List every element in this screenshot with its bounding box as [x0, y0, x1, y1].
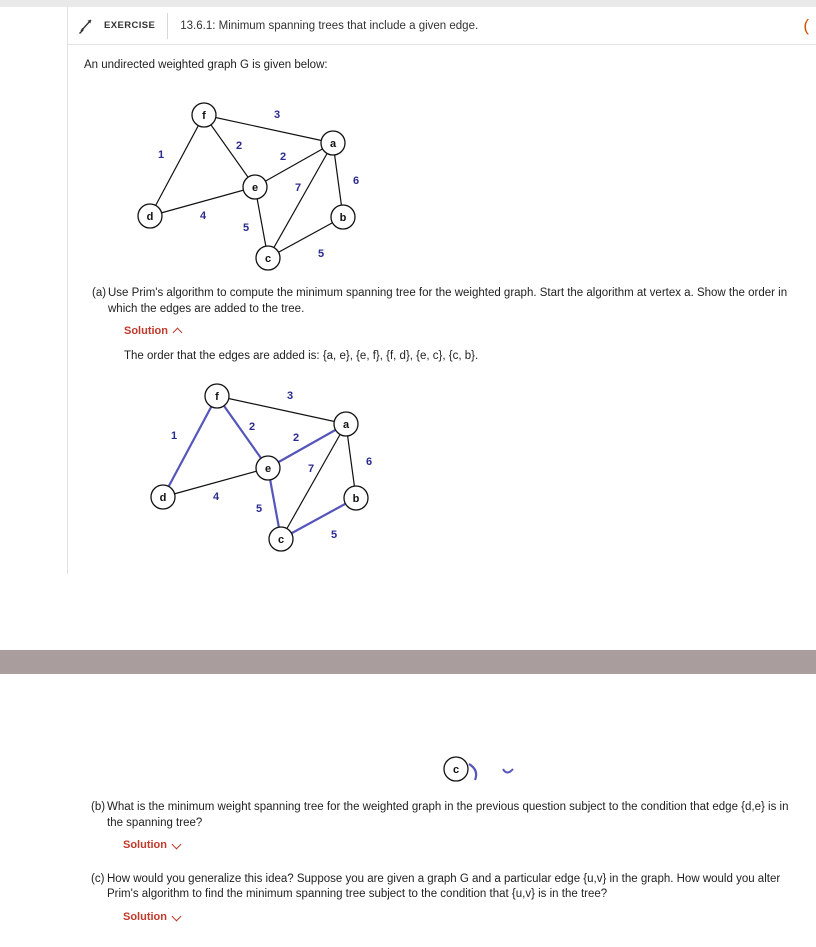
grey-separator-band [0, 650, 816, 674]
svg-text:a: a [342, 419, 350, 432]
svg-text:6: 6 [365, 456, 373, 469]
part-b-solution-label: Solution [123, 839, 167, 852]
svg-text:e: e [251, 182, 259, 194]
graph-1-container [84, 75, 797, 280]
stray-node-label: c [452, 764, 460, 776]
part-b-text: What is the minimum weight spanning tree for the weighted graph in the previous question subject to the condition that edge {d,e} is in the spanning tree? [107, 801, 789, 829]
part-c-solution-toggle[interactable] [123, 910, 182, 925]
svg-text:5: 5 [330, 529, 338, 542]
part-b-solution-toggle[interactable] [123, 838, 182, 853]
svg-text:d: d [146, 211, 154, 223]
top-strip [0, 0, 816, 7]
graph-2-container [84, 364, 797, 564]
svg-text:7: 7 [294, 182, 302, 194]
chevron-down-icon [173, 913, 182, 922]
exercise-card [67, 7, 816, 574]
svg-text:7: 7 [307, 463, 315, 476]
svg-text:5: 5 [242, 222, 250, 234]
svg-text:3: 3 [286, 390, 294, 403]
intro-text: An undirected weighted graph G is given below: [84, 59, 328, 71]
svg-text:2: 2 [248, 421, 256, 434]
svg-text:2: 2 [292, 432, 300, 445]
chevron-down-icon [173, 841, 182, 850]
part-a-solution-label: Solution [124, 325, 168, 338]
part-a-letter: (a) [92, 287, 107, 299]
svg-text:6: 6 [352, 175, 360, 187]
part-c [83, 872, 796, 926]
part-a [84, 286, 797, 364]
svg-text:c: c [277, 534, 285, 547]
undirected-weighted-graph [84, 75, 799, 275]
svg-text:1: 1 [157, 149, 165, 161]
part-a-solution-text: The order that the edges are added is: {a, e}, {e, f}, {f, d}, {e, c}, {c, b}. [124, 349, 479, 362]
header-divider [167, 13, 168, 39]
svg-text:4: 4 [212, 491, 220, 504]
svg-text:3: 3 [273, 109, 281, 121]
circle-icon[interactable]: ( [803, 15, 809, 35]
exercise-header [68, 7, 816, 45]
stray-graph-fragment [67, 674, 816, 794]
part-b-letter: (b) [91, 801, 106, 813]
chevron-up-icon [174, 327, 183, 336]
minimum-spanning-tree-graph [84, 364, 799, 559]
exercise-badge: EXERCISE [104, 20, 156, 31]
svg-text:2: 2 [279, 151, 287, 163]
svg-text:5: 5 [255, 503, 263, 516]
stray-node-fragment [67, 674, 816, 794]
svg-text:1: 1 [170, 430, 178, 443]
part-c-text: How would you generalize this idea? Suppose you are given a graph G and a particular edge {u,v} in the graph. How would you alter Prim's algorithm to find the minimum spanning tree subject to the condition that {u,v} is in the tree? [107, 872, 781, 901]
lower-section [67, 674, 816, 925]
svg-text:5: 5 [317, 248, 325, 260]
svg-text:2: 2 [235, 140, 243, 152]
svg-text:b: b [339, 212, 347, 224]
svg-text:d: d [159, 492, 167, 505]
svg-text:f: f [202, 110, 206, 122]
svg-text:4: 4 [199, 210, 207, 222]
exercise-title: 13.6.1: Minimum spanning trees that include a given edge. [180, 19, 479, 32]
svg-text:c: c [264, 253, 272, 265]
part-a-text: Use Prim's algorithm to compute the minimum spanning tree for the weighted graph. Start the algorithm at vertex a. Show the order in which the edges are added to the tree. [108, 287, 788, 315]
part-b [83, 800, 796, 854]
svg-text:e: e [264, 463, 272, 476]
svg-text:b: b [352, 493, 360, 506]
exercise-arrow-icon [78, 17, 98, 35]
svg-text:a: a [329, 138, 337, 150]
part-a-solution-toggle[interactable] [124, 324, 183, 339]
part-c-letter: (c) [91, 872, 105, 885]
svg-text:f: f [215, 391, 219, 404]
part-c-solution-label: Solution [123, 910, 167, 923]
